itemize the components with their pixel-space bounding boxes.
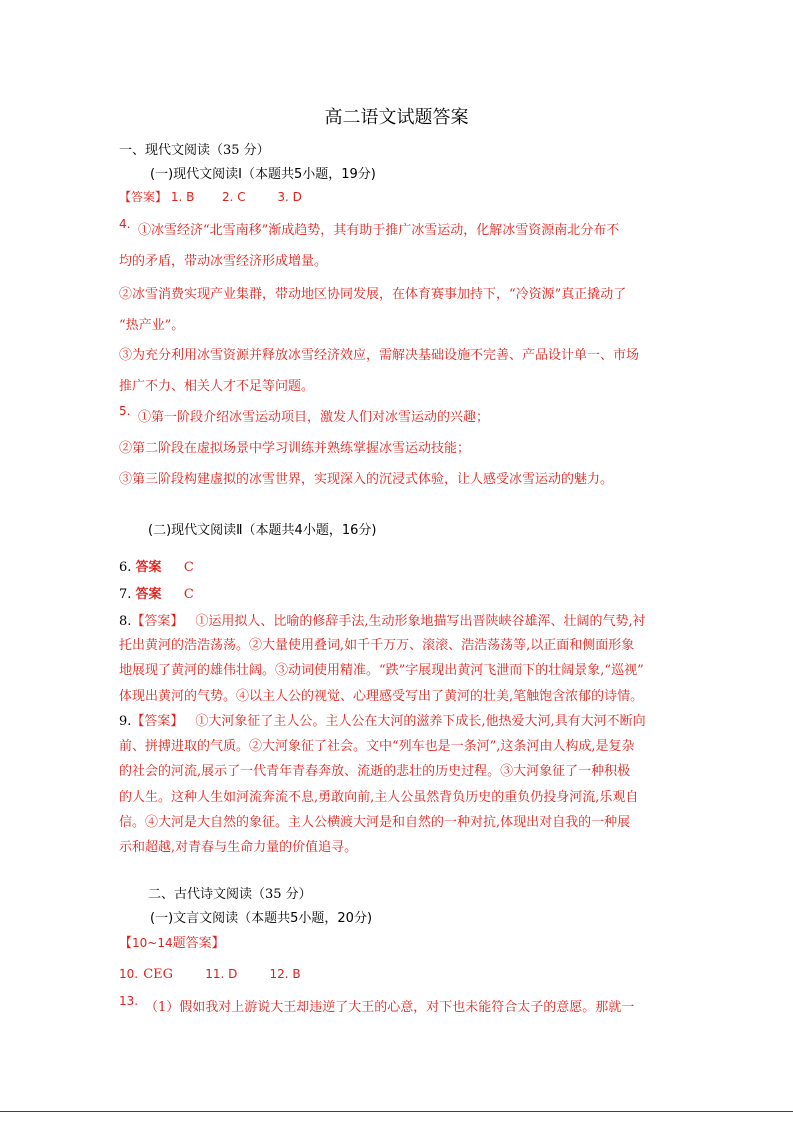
answer-11: 11. D [205, 967, 238, 981]
q9-line-6: 示和超越,对青春与生命力量的价值追寻。 [119, 840, 358, 855]
answer-1: 1. B [170, 190, 195, 204]
q13-line-1: （1）假如我对上游说大王却违逆了大王的心意，对下也未能符合太子的意愿。那就一 [145, 1000, 635, 1015]
q10-answer: CEG [143, 967, 174, 982]
section2-heading: 二、古代诗文阅读（35 分） [148, 887, 312, 902]
section2-part1-heading: (一)文言文阅读（本题共5小题，20分) [150, 911, 373, 926]
q6-row [119, 556, 194, 575]
q4-line-6: 推广不力、相关人才不足等问题。 [119, 379, 315, 394]
section1-part1-heading: (一)现代文阅读Ⅰ（本题共5小题，19分) [150, 167, 376, 182]
answer-2: 2. C [222, 190, 246, 204]
page-title: 高二语文试题答案 [324, 107, 469, 128]
q9-line-4: 的人生。这种人生如河流奔流不息,勇敢向前,主人公虽然背负历史的重负仍投身河流,乐观自 [119, 790, 639, 805]
q6-number: 6. [119, 560, 132, 575]
q7-number: 7. [119, 587, 132, 602]
q9-line-1 [119, 710, 646, 729]
q8-text-1: ①运用拟人、比喻的修辞手法,生动形象地描写出晋陕峡谷雄浑、壮阔的气势,衬 [195, 614, 646, 629]
q4-line-3: ②冰雪消费实现产业集群，带动地区协同发展，在体育赛事加持下，“冷资源”真正撬动了 [119, 287, 627, 302]
answers-row-1-3 [119, 188, 302, 205]
q5-line-2: ②第二阶段在虚拟场景中学习训练并熟练掌握冰雪运动技能； [119, 441, 471, 456]
q9-line-3: 的社会的河流,展示了一代青年青春奔放、流逝的悲壮的历史过程。③大河象征了一种积极 [119, 764, 631, 779]
q7-answer-label: 答案 [135, 587, 162, 602]
q5-line-1: ①第一阶段介绍冰雪运动项目，激发人们对冰雪运动的兴趣； [138, 410, 490, 425]
section1-heading: 一、现代文阅读（35 分） [119, 143, 270, 158]
q9-line-5: 信。④大河是大自然的象征。主人公横渡大河是和自然的一种对抗,体现出对自我的一种展 [119, 815, 631, 830]
q8-line-4: 体现出黄河的气势。④以主人公的视觉、心理感受写出了黄河的壮美,笔触饱含浓郁的诗情。 [119, 689, 644, 704]
q8-number: 8. [119, 614, 132, 629]
q7-row [119, 583, 194, 602]
q4-line-5: ③为充分利用冰雪资源并释放冰雪经济效应，需解决基础设施不完善、产品设计单一、市场 [119, 348, 640, 363]
answers-label: 【答案】 [119, 190, 168, 204]
q8-line-2: 托出黄河的浩浩荡荡。②大量使用叠词,如千千万万、滚滚、浩浩荡荡等,以正面和侧面形象 [119, 638, 635, 653]
q6-answer-label: 答案 [135, 560, 162, 575]
q4-line-4: “热产业”。 [119, 318, 185, 333]
q9-answer-label: 【答案】 [131, 714, 184, 729]
q4-number: 4. [119, 217, 131, 231]
section1-part2-heading: (二)现代文阅读Ⅱ（本题共4小题，16分) [148, 523, 377, 538]
q9-number: 9. [119, 714, 132, 729]
q13-number: 13. [119, 994, 139, 1008]
q9-text-1: ①大河象征了主人公。主人公在大河的滋养下成长,他热爱大河,具有大河不断向 [195, 714, 646, 729]
page-bottom-rule [0, 1111, 793, 1112]
q9-line-2: 前、拼搏进取的气质。②大河象征了社会。文中“列车也是一条河”,这条河由人构成,是复杂 [119, 739, 635, 754]
q8-answer-label: 【答案】 [131, 614, 184, 629]
q6-answer-value: C [183, 560, 194, 575]
q10-number: 10. [119, 967, 139, 981]
answers-row-10-12 [119, 963, 301, 982]
q5-number: 5. [119, 404, 131, 418]
q7-answer-value: C [183, 587, 194, 602]
answer-12: 12. B [269, 967, 301, 981]
q8-line-3: 地展现了黄河的雄伟壮阔。③动词使用精准。“跌”字展现出黄河飞泄而下的壮阔景象,“巡视” [119, 663, 644, 678]
q4-line-1: ①冰雪经济“北雪南移”渐成趋势，其有助于推广冰雪运动，化解冰雪资源南北分布不 [138, 223, 620, 238]
q5-line-3: ③第三阶段构建虚拟的冰雪世界，实现深入的沉浸式体验，让人感受冰雪运动的魅力。 [119, 472, 614, 487]
answer-3: 3. D [277, 190, 302, 204]
q8-line-1 [119, 610, 646, 629]
answers-label-10-14: 【10~14题答案】 [119, 936, 225, 951]
q4-line-2: 均的矛盾，带动冰雪经济形成增量。 [119, 254, 328, 269]
